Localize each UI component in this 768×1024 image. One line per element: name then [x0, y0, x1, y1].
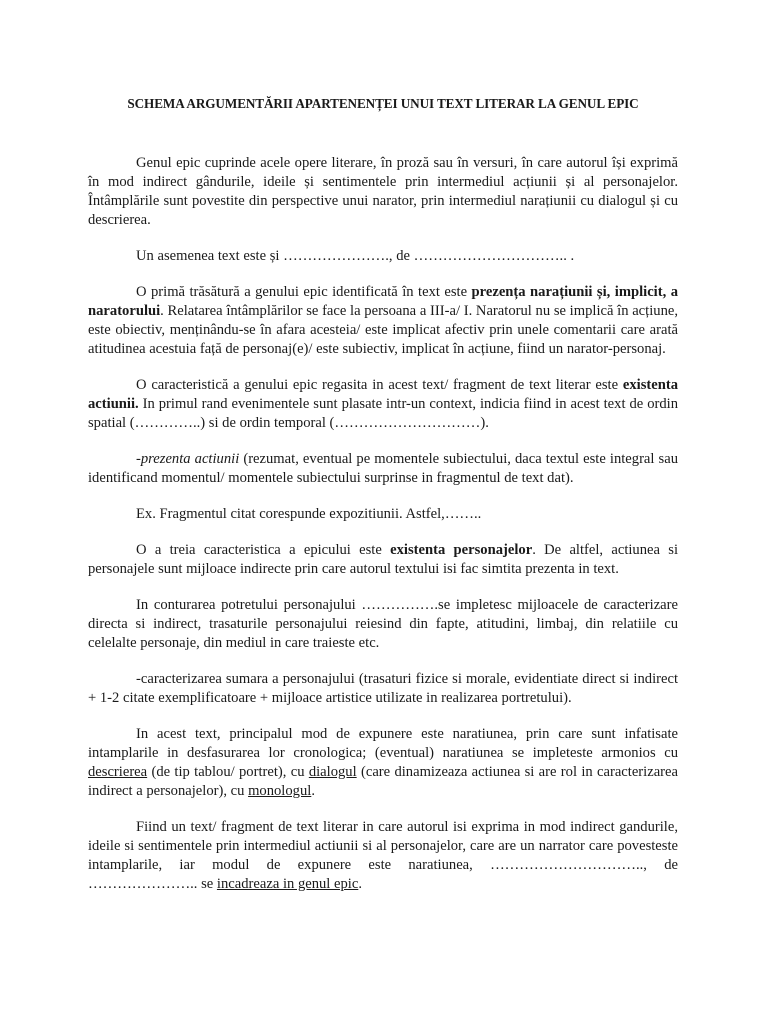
action-presence-label: -prezenta actiunii: [136, 451, 240, 467]
mode-description: descrierea: [88, 764, 148, 780]
paragraph-portrait: In conturarea potretului personajului …………….se impletesc mijloacele de caracterizare directa si indirect, trasaturile personajului reiesind din fapte, atitudini, limbaj, din relatiile cu celelalte personaje, din mediul in care traieste etc.: [88, 597, 678, 651]
characters-highlight: existenta personajelor: [390, 542, 533, 558]
conclusion-lead: Fiind un text/ fragment de text literar in care autorul isi exprima in mod indirect gandurile, ideile si sentimentele prin intermediul actiunii si al personajelor, care are un narrator care povesteste intamplarile, iar modul de expunere este naratiunea, ………………………….., de ………………….. se: [88, 819, 678, 892]
narration-rest: . Relatarea întâmplărilor se face la persoana a III-a/ I. Naratorul nu se implică în acțiune, este obiectiv, menținându-se în afara acesteia/ este implicat afectiv prin unele comentarii care arată atitudinea acestuia față de personaj(e)/ este subiectiv, implicat în acțiune, fiind un narator-personaj.: [88, 303, 678, 357]
paragraph-conclusion: [88, 818, 678, 894]
paragraph-example: Ex. Fragmentul citat corespunde expozitiunii. Astfel,……..: [136, 506, 482, 522]
modes-end: .: [311, 783, 315, 799]
narration-highlight: prezența narațiunii și, implicit, a naratorului: [88, 284, 679, 319]
paragraph-intro: Genul epic cuprinde acele opere literare, în proză sau în versuri, în care autorul își exprimă în mod indirect gândurile, ideile și sentimentele prin intermediul acțiunii și al personajelor. Întâmplările sunt povestite din perspective unui narator, prin intermediul narațiunii cu dialogul și cu descrierea.: [88, 155, 678, 228]
mode-dialogue: dialogul: [308, 764, 357, 780]
document-title: SCHEMA ARGUMENTĂRII APARTENENȚEI UNUI TEXT LITERAR LA GENUL EPIC: [127, 96, 639, 111]
paragraph-action: [88, 376, 678, 433]
paragraph-exposition-modes: [88, 725, 678, 801]
modes-mid-1: (de tip tablou/ portret), cu: [147, 764, 309, 780]
action-highlight: existenta actiunii.: [88, 377, 678, 412]
conclusion-highlight: incadreaza in genul epic: [216, 876, 359, 892]
conclusion-end: .: [358, 876, 362, 892]
action-lead: O caracteristică a genului epic regasita in acest text/ fragment de text literar este: [136, 377, 623, 393]
characters-rest: . De altfel, actiunea si personajele sunt mijloace indirecte prin care autorul textului isi fac simtita prezenta in text.: [88, 542, 678, 577]
narration-lead: O primă trăsătură a genului epic identificată în text este: [136, 284, 472, 300]
paragraph-text-identification: Un asemenea text este și …………………., de ………………………….. .: [136, 248, 575, 264]
paragraph-characterization: -caracterizarea sumara a personajului (trasaturi fizice si morale, evidentiate direct si indirect + 1-2 citate exemplificatoare + mijloace artistice utilizate in realizarea portretului).: [88, 671, 678, 706]
paragraph-action-presence: [88, 450, 678, 488]
paragraph-characters: [88, 541, 678, 579]
modes-lead: In acest text, principalul mod de expunere este naratiunea, prin care sunt infatisate intamplarile in desfasurarea lor cronologica; (eventual) naratiunea se impleteste armonios cu: [88, 726, 678, 761]
modes-mid-2: (care dinamizeaza actiunea si are rol in caracterizarea indirect a personajelor), cu: [88, 764, 678, 799]
paragraph-narration: [88, 283, 678, 359]
action-rest: In primul rand evenimentele sunt plasate intr-un context, indicia fiind in acest text de ordin spatial (…………..) si de ordin temporal (…………………………).: [88, 396, 678, 431]
characters-lead: O a treia caracteristica a epicului este: [136, 542, 391, 558]
action-presence-rest: (rezumat, eventual pe momentele subiectului, daca textul este integral sau identificand momentul/ momentele subiectului surprinse in fragmentul de text dat).: [88, 451, 678, 486]
mode-monologue: monologul: [248, 783, 312, 799]
